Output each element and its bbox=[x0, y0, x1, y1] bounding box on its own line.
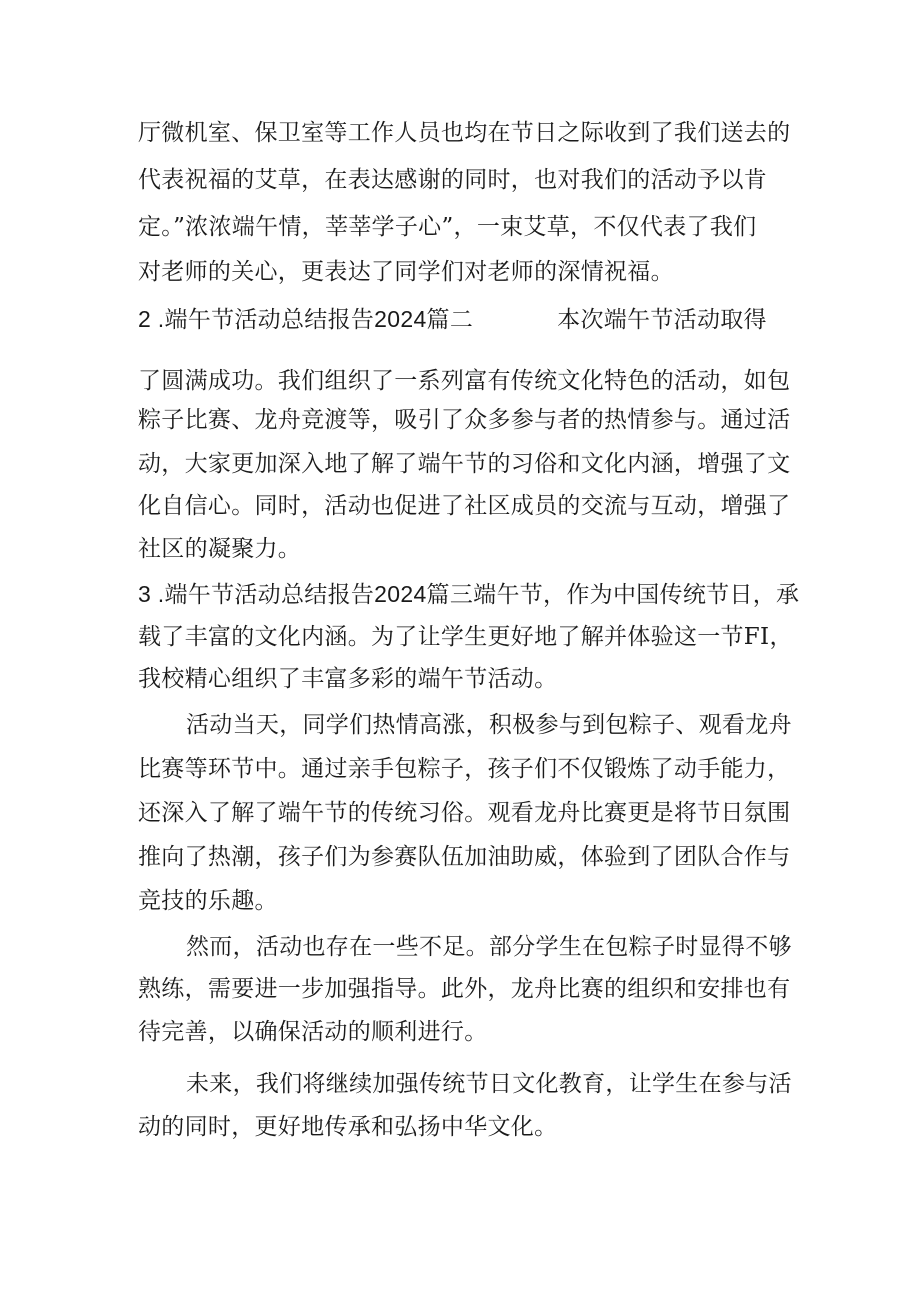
heading-number: 3 . bbox=[138, 581, 165, 607]
paragraph-line: 载了丰富的文化内涵。为了让学生更好地了解并体验这一节FI， bbox=[138, 624, 793, 650]
heading-title: 端午节活动总结报告2024篇二 bbox=[164, 306, 474, 332]
heading-number: 2 . bbox=[138, 306, 165, 332]
section-heading-3 bbox=[138, 579, 799, 610]
paragraph-line: 了圆满成功。我们组织了一系列富有传统文化特色的活动，如包 bbox=[138, 368, 791, 394]
paragraph-line: 推向了热潮，孩子们为参赛队伍加油助威，体验到了团队合作与 bbox=[138, 844, 791, 870]
heading-tail-text: 本次端午节活动取得 bbox=[557, 307, 767, 333]
paragraph-line: 动的同时，更好地传承和弘扬中华文化。 bbox=[138, 1114, 558, 1140]
paragraph-line: 对老师的关心，更表达了同学们对老师的深情祝福。 bbox=[138, 259, 674, 285]
paragraph-line: 竞技的乐趣。 bbox=[138, 888, 278, 914]
section-heading-2 bbox=[138, 304, 767, 335]
paragraph-line: 待完善，以确保活动的顺利进行。 bbox=[138, 1019, 488, 1045]
paragraph-line: 定。”浓浓端午情，莘莘学子心”，一束艾草，不仅代表了我们 bbox=[138, 214, 757, 240]
heading-tail-text: 端午节，作为中国传统节日，承 bbox=[473, 582, 800, 608]
paragraph-line: 厅微机室、保卫室等工作人员也均在节日之际收到了我们送去的 bbox=[138, 120, 791, 146]
paragraph-line: 代表祝福的艾草，在表达感谢的同时，也对我们的活动予以肯 bbox=[138, 167, 768, 193]
paragraph-line: 粽子比赛、龙舟竞渡等，吸引了众多参与者的热情参与。通过活 bbox=[138, 407, 791, 433]
paragraph-line: 活动当天，同学们热情高涨，积极参与到包粽子、观看龙舟 bbox=[186, 712, 792, 738]
paragraph-line: 比赛等环节中。通过亲手包粽子，孩子们不仅锻炼了动手能力， bbox=[138, 756, 791, 782]
heading-title: 端午节活动总结报告2024篇三 bbox=[164, 581, 474, 607]
paragraph-line: 熟练，需要进一步加强指导。此外，龙舟比赛的组织和安排也有 bbox=[138, 976, 791, 1002]
paragraph-line: 动，大家更加深入地了解了端午节的习俗和文化内涵，增强了文 bbox=[138, 451, 791, 477]
paragraph-line: 未来，我们将继续加强传统节日文化教育，让学生在参与活 bbox=[186, 1071, 792, 1097]
paragraph-line: 化自信心。同时，活动也促进了社区成员的交流与互动，增强了 bbox=[138, 493, 791, 519]
paragraph-line: 我校精心组织了丰富多彩的端午节活动。 bbox=[138, 666, 558, 692]
paragraph-line: 还深入了解了端午节的传统习俗。观看龙舟比赛更是将节日氛围 bbox=[138, 800, 791, 826]
paragraph-line: 然而，活动也存在一些不足。部分学生在包粽子时显得不够 bbox=[186, 934, 792, 960]
paragraph-line: 社区的凝聚力。 bbox=[138, 536, 302, 562]
